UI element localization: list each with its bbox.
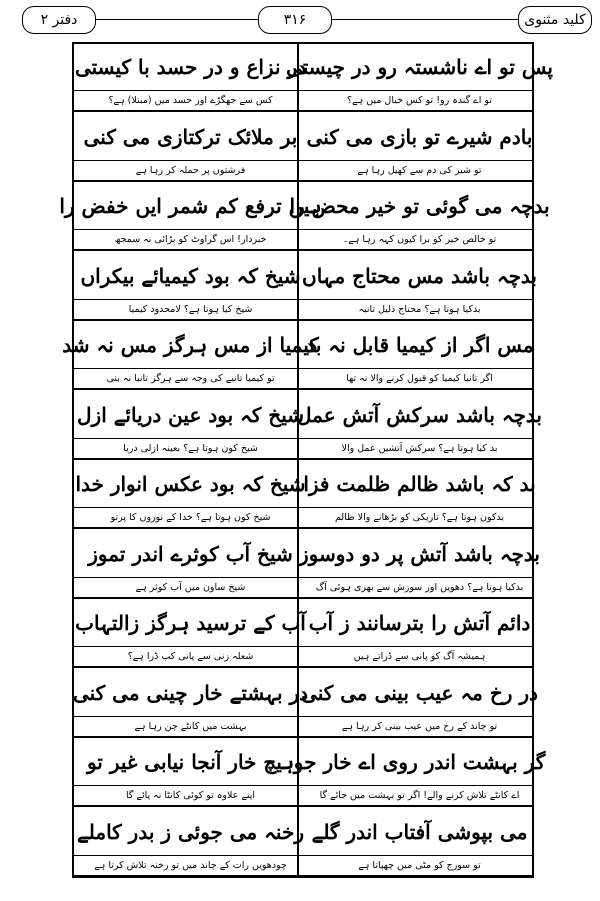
page-header [0, 0, 600, 40]
translation-row [74, 229, 532, 251]
verse-second-hemistich: در بہشتے خار چینی می کنی [72, 680, 309, 705]
verse-row [74, 461, 536, 507]
verse-first-hemistich: بدچہ باشد مس محتاج مہاں [302, 263, 537, 288]
translation-row [74, 90, 532, 112]
verse-second-hemistich: شیخ کہ بود عین دریائے ازل [77, 402, 305, 427]
verse-row [74, 114, 532, 160]
column-divider [297, 42, 299, 878]
verse-first-hemistich: بدچہ باشد آتش پر دو دوسوز [299, 541, 540, 566]
book-title: کلید مثنوی [518, 6, 592, 34]
translation-first: بدکیا ہوتا ہے؟ دھویں اور سوزش سے بھری ہوئی آگ [315, 581, 524, 593]
translation-second: کس سے جھگڑے اور حسد میں (مبتلا) ہے؟ [108, 95, 273, 106]
verse-second-hemistich: شیخ کہ بود کیمیائے بیکراں [80, 263, 301, 288]
header-rule-left [94, 19, 258, 20]
verse-second-hemistich: بر ملائک ترکتازی می کنی [83, 124, 298, 149]
translation-row [74, 299, 532, 321]
translation-second: شیخ کیا ہوتا ہے؟ لامحدود کیمیا [128, 303, 253, 315]
verse-second-hemistich: ہیں ترفع کم شمر ایں خفض را [59, 194, 322, 218]
verse-row [62, 322, 534, 368]
translation-second: چودھویں رات کے چاند میں تو رخنہ تلاش کرتا ہے [94, 859, 287, 871]
verse-row [74, 531, 540, 577]
verse-second-hemistich: شیخ آب کوثرے اندر تموز [88, 541, 293, 566]
translation-second: فرشتوں پر حملہ کر رہا ہے [135, 164, 246, 176]
verse-first-hemistich: بادم شیرے تو بازی می کنی [306, 124, 533, 149]
verse-first-hemistich: می بپوشی آفتاب اندر گلے [311, 819, 528, 844]
translation-second: شیخ کون ہوتا ہے؟ بعینہ ازلی دریا [123, 442, 258, 454]
translation-row [74, 507, 532, 529]
verse-first-hemistich: مس اگر از کیمیا قابل نہ بد [305, 333, 534, 357]
verse-first-hemistich: دائم آتش را بترسانند ز آب [308, 611, 531, 635]
translation-row [74, 855, 532, 877]
translation-first: تو چاند کے رخ میں عیب بینی کر رہا ہے [341, 720, 498, 732]
verse-second-hemistich: شیخ کہ بود عکس انوار خدا [75, 472, 306, 496]
verse-row [74, 44, 553, 90]
translation-second: تو کیمیا تانبے کی وجہ سے ہرگز تانبا نہ بنی [106, 373, 275, 384]
translation-first: تو اے گندہ رو! تو کس خیال میں ہے؟ [347, 95, 492, 106]
verse-first-hemistich: گر بہشت اندر روی اے خار جو [293, 750, 546, 774]
translation-first: بدکون ہوتا ہے؟ تاریکی کو بڑھانے والا ظالم [334, 512, 505, 523]
verse-row [74, 392, 542, 438]
translation-first: تو سورج کو مٹی میں چھپاتا ہے [358, 859, 481, 871]
verse-first-hemistich: بدچہ باشد سرکش آتش عمل [297, 402, 542, 427]
verse-row [72, 670, 538, 716]
verse-first-hemistich: بدچہ می گوئی تو خیر محض را [289, 194, 550, 218]
page-number: ۳۱۶ [258, 6, 332, 34]
translation-row [74, 438, 532, 460]
volume-label: دفتر ۲ [22, 6, 96, 34]
header-rule-right [330, 19, 520, 20]
verse-row [74, 739, 546, 785]
translation-first: بد کیا ہوتا ہے؟ سرکش آتشیں عمل والا [341, 442, 498, 454]
verse-second-hemistich: آب کے ترسید ہرگز زالتہاب [75, 611, 306, 635]
translation-first: بدکیا ہوتا ہے؟ محتاج ذلیل تانبہ [358, 303, 481, 315]
verse-first-hemistich: بد کہ باشد ظالم ظلمت فزا [303, 472, 536, 496]
verse-row [74, 809, 532, 855]
translation-first: ہمیشہ آگ کو پانی سے ڈراتے ہیں [353, 651, 486, 662]
translation-first: تو خالص خیر کو برا کیوں کہہ رہا ہے۔ [342, 234, 497, 245]
verse-row [74, 253, 537, 299]
translation-row [74, 160, 532, 182]
verse-second-hemistich: کیمیا از مس ہرگز مس نہ شد [62, 333, 319, 357]
verse-second-hemistich: ہیچ خار آنجا نیابی غیر تو [86, 750, 295, 774]
translation-row [74, 785, 532, 807]
translation-first: اگر تانبا کیمیا کو قبول کرنے والا نہ تھا [346, 373, 493, 384]
translation-row [74, 368, 532, 390]
translation-second: اپنے علاوہ تو کوئی کانٹا نہ پائے گا [125, 790, 256, 801]
translation-row [74, 716, 532, 738]
verse-first-hemistich: پس تو اے ناشستہ رو در چیستی [286, 55, 553, 79]
verse-second-hemistich: در نزاع و در حسد با کیستی [74, 55, 307, 79]
translation-second: خبردار! اس گراوٹ کو بڑائی نہ سمجھ [114, 234, 267, 245]
verse-second-hemistich: رخنہ می جوئی ز بدر کاملے [77, 819, 304, 844]
translation-row [74, 646, 532, 668]
translation-second: بہشت میں کانٹے چن رہا ہے [134, 720, 247, 732]
translation-second: شیخ ساون میں آب کوثر ہے [135, 581, 246, 593]
translation-first: اے کانٹے تلاش کرنے والے! اگر تو بہشت میں جائے گا [319, 790, 520, 801]
translation-first: تو شیر کی دم سے کھیل رہا ہے [357, 164, 482, 176]
translation-row [74, 577, 532, 599]
verse-row [59, 183, 550, 229]
verse-row [74, 600, 532, 646]
translation-second: شیخ کون ہوتا ہے؟ خدا کے نوروں کا پرتو [110, 512, 271, 523]
verse-table [59, 42, 553, 878]
verse-first-hemistich: در رخ مہ عیب بینی می کنی [301, 680, 538, 705]
translation-second: شعلہ زنی سے پانی کب ڈرا ہے؟ [127, 651, 254, 662]
